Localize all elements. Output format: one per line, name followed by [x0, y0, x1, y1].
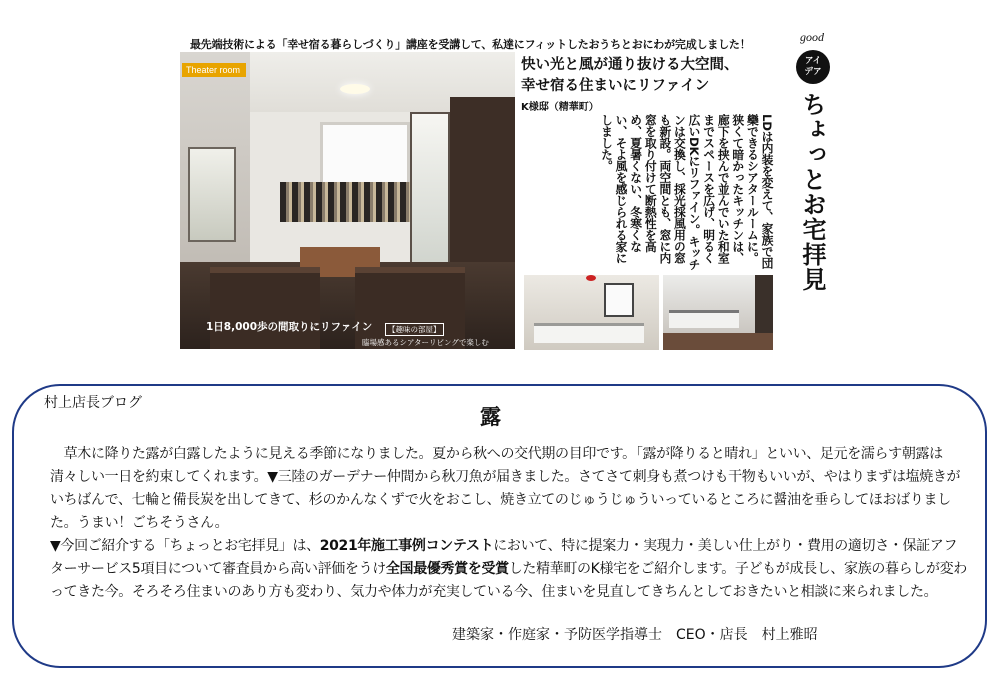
photo-caption: 1日8,000歩の間取りにリファイン — [206, 321, 373, 333]
blog-paragraph-1: 草木に降りた露が白露したように見える季節になりました。夏から秋への交代期の目印です。「露が降りると晴れ」といい、足元を濡らす朝露は清々しい一日を約束してくれます。▼三陸のガーデナー仲間から秋刀魚が届きました。さてさて刺身も煮つけも干物もいいが、やはりまずは塩焼きがいちばんで、七輪と備長炭を出してきて、杉のかんなくずで火をおこし、焼き立てのじゅうじゅういっているところに醤油を垂らしてほおばりました。うまい！ごちそうさん。 — [50, 446, 961, 531]
article-body: LDは内装を変えて、家族で団欒できるシアタールームに。狭くて暗かったキッチンは、廊下を挟んで並んでいた和室までスペースを広げ、明るく広いDKにリファイン。キッチンは交換し、採光採風用の窓も新設。両空間とも、窓に内窓を取り付けて断熱性を高め、夏暑くない、冬寒くない、そよ風を感じられる家にしました。 — [599, 114, 774, 271]
blog-label: 村上店長ブログ — [44, 395, 142, 411]
article-headline — [521, 55, 739, 97]
idea-badge-icon: アイ デア — [796, 50, 830, 84]
client-name: K様邸（精華町） — [521, 102, 599, 113]
blog-title: 露 — [480, 405, 501, 429]
kitchen-photo — [524, 275, 659, 350]
headline-line-1: 快い光と風が通り抜ける大空間、 — [521, 57, 739, 73]
headline-line-2: 幸せ宿る住まいにリファイン — [521, 78, 710, 94]
theater-room-photo — [180, 52, 515, 349]
section-title: ちょっとお宅拝見 — [798, 92, 826, 292]
blog-signature: 建築家・作庭家・予防医学指導士 CEO・店長 村上雅昭 — [452, 627, 818, 643]
article-intro: 最先端技術による「幸せ宿る暮らしづくり」講座を受講して、私達にフィットしたおうちとおにわが完成しました！ — [190, 38, 751, 51]
dining-kitchen-photo — [663, 275, 773, 350]
photo-subcaption-body: 臨場感あるシアターリビングで楽しむ — [362, 338, 489, 347]
good-label: good — [800, 30, 824, 44]
photo-tag: Theater room — [182, 63, 246, 77]
blog-paragraph-2: ▼今回ご紹介する「ちょっとお宅拝見」は、2021年施工事例コンテストにおいて、特に提案力・実現力・美しい仕上がり・費用の適切さ・保証アフターサービス5項目について審査員から高い評価をうけ全国最優秀賞を受賞した精華町のK様宅をご紹介します。子どもが成長し、家族の暮らしが変わってきた今。そろそろ住まいのあり方も変わり、気力や体力が充実している今、住まいを見直してきちんとしておきたいと相談に来られました。 — [50, 538, 967, 600]
photo-subcaption-title: 【趣味の部屋】 — [385, 323, 444, 336]
